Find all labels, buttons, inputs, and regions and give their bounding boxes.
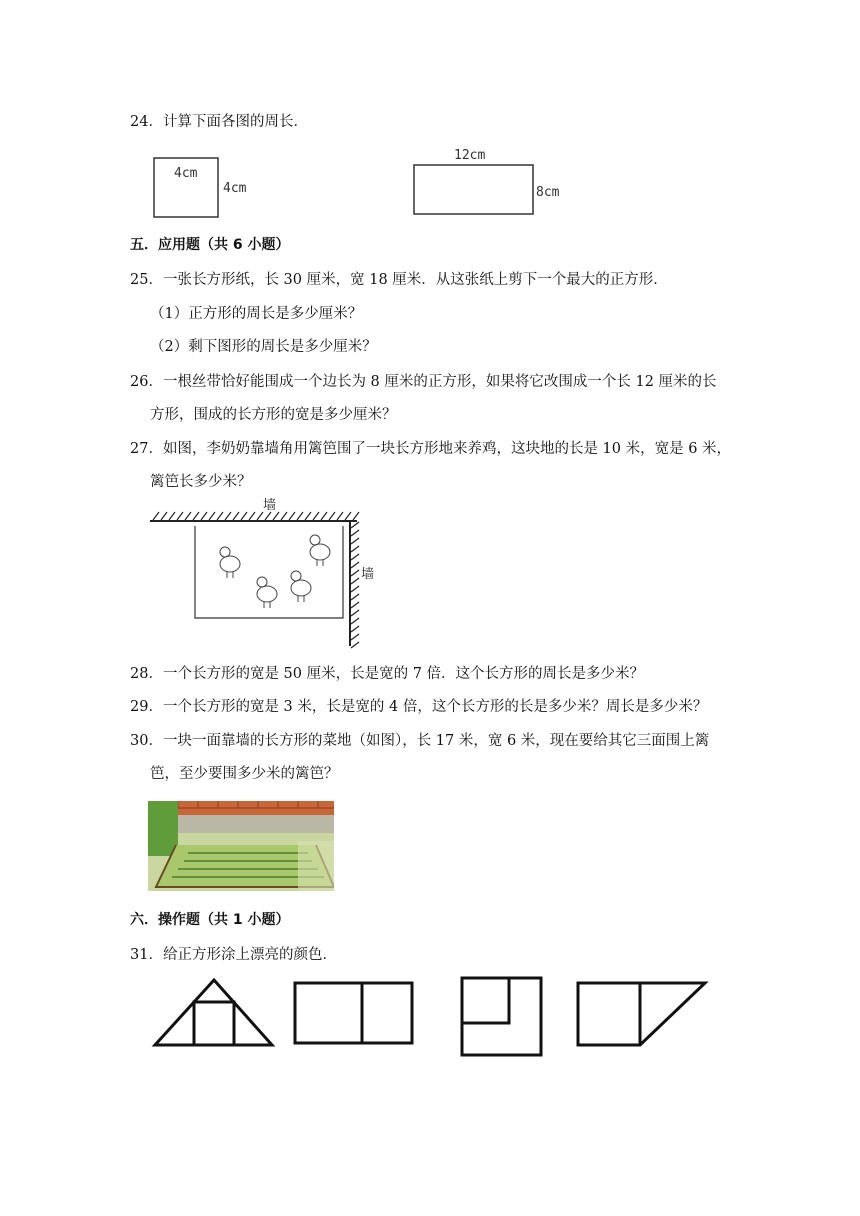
q24-rect-side-label: 8cm (536, 185, 560, 200)
chick-icon (291, 571, 311, 602)
q25-sub1: （1）正方形的周长是多少厘米？ (150, 306, 363, 322)
q27-line1: 27．如图，李奶奶靠墙角用篱笆围了一块长方形地来养鸡，这块地的长是 10 米，宽是 6 米， (130, 441, 732, 457)
q24-square-figure (150, 145, 270, 225)
chick-icon (310, 535, 330, 566)
q24-rect (414, 165, 533, 214)
section5-title: 五．应用题（共 6 小题） (130, 237, 290, 253)
q24-rect-figure (408, 140, 578, 220)
fence-outline (195, 526, 343, 618)
q24-text: 24．计算下面各图的周长． (130, 114, 308, 130)
wall-right-label: 墙 (361, 567, 375, 582)
q30-line2: 笆，至少要围多少米的篱笆？ (150, 766, 339, 782)
q30-line1: 30．一块一面靠墙的长方形的菜地（如图），长 17 米，宽 6 米，现在要给其它三面围上篱 (130, 733, 710, 749)
q24-square-side-label: 4cm (223, 181, 247, 196)
q26-line2: 方形，围成的长方形的宽是多少厘米？ (150, 407, 397, 423)
q26-line1: 26．一根丝带恰好能围成一个边长为 8 厘米的正方形，如果将它改围成一个长 12 厘米的长 (130, 374, 717, 390)
q29-text: 29．一个长方形的宽是 3 米，长是宽的 4 倍，这个长方形的长是多少米？周长是多少米？ (130, 699, 708, 715)
top-wall-hatching (153, 512, 359, 520)
right-wall-hatching (351, 522, 359, 648)
q31-shapes-figure (150, 975, 720, 1060)
wall-top-label: 墙 (263, 498, 277, 513)
triangle-with-square-shape (155, 980, 272, 1045)
square-with-triangle-shape (578, 983, 705, 1045)
split-rectangle-shape (295, 983, 412, 1043)
chick-icon (220, 547, 240, 578)
nested-squares-shape (462, 978, 541, 1055)
q28-text: 28．一个长方形的宽是 50 厘米，长是宽的 7 倍．这个长方形的周长是多少米？ (130, 666, 645, 682)
q24-square-inner-label: 4cm (174, 166, 198, 181)
q27-chicken-yard-figure (145, 496, 390, 656)
q25-sub2: （2）剩下图形的周长是多少厘米？ (150, 339, 377, 355)
q31-text: 31．给正方形涂上漂亮的颜色． (130, 947, 337, 963)
chick-icon (257, 577, 277, 608)
q27-line2: 篱笆长多少米？ (150, 474, 252, 490)
q24-rect-top-label: 12cm (454, 148, 486, 163)
q25-text: 25．一张长方形纸，长 30 厘米，宽 18 厘米．从这张纸上剪下一个最大的正方形． (130, 272, 668, 288)
section6-title: 六．操作题（共 1 小题） (130, 912, 290, 928)
q30-vegetable-garden-image (148, 801, 334, 891)
